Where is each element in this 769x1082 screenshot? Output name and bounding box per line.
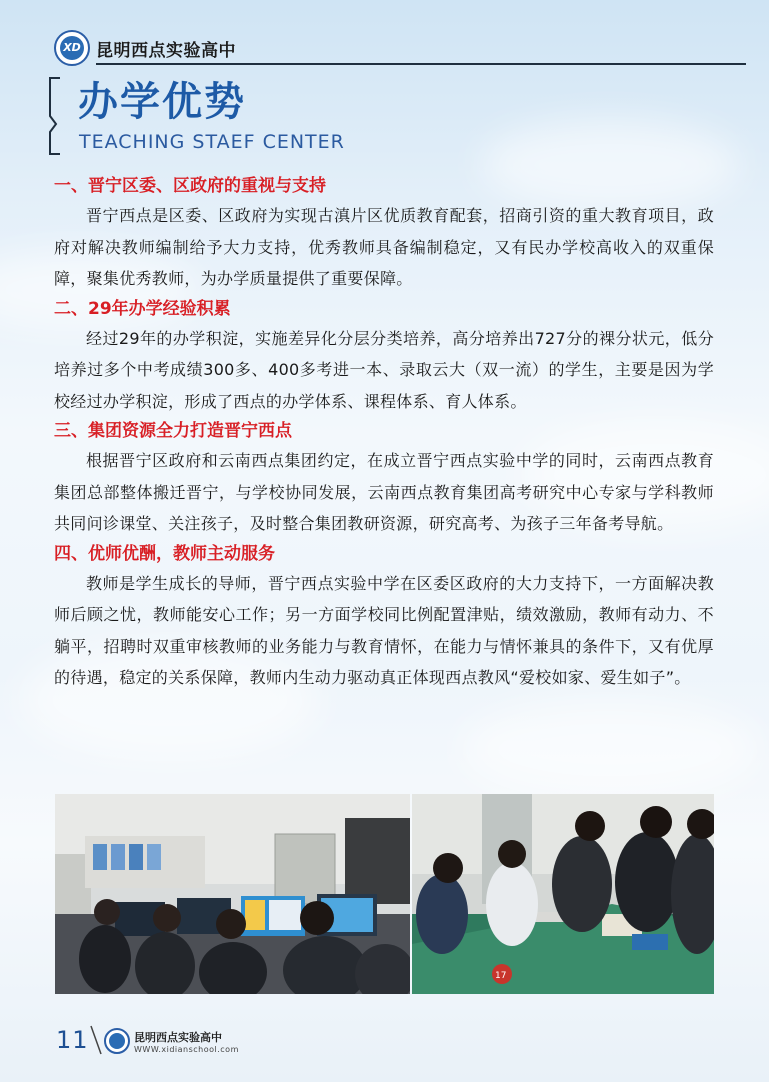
computer-classroom-illustration <box>55 794 410 994</box>
title-bracket-icon <box>46 76 64 156</box>
lab-experiment-illustration <box>412 794 714 994</box>
background-cloud <box>460 700 760 800</box>
section-4 <box>54 540 714 694</box>
page-header <box>0 0 769 70</box>
section-body: 晋宁西点是区委、区政府为实现古滇片区优质教育配套，招商引资的重大教育项目，政府对解决教师编制给予大力支持，优秀教师具备编制稳定，又有民办学校高收入的双重保障，聚集优秀教师，为办学质量提供了重要保障。 <box>54 206 714 288</box>
page-number: 11 <box>56 1026 89 1054</box>
page-subtitle: TEACHING STAEF CENTER <box>79 131 345 153</box>
section-3 <box>54 417 714 540</box>
photo-computer-classroom <box>55 794 410 994</box>
section-body: 教师是学生成长的导师，晋宁西点实验中学在区委区政府的大力支持下，一方面解决教师后顾之忧，教师能安心工作；另一方面学校同比例配置津贴，绩效激励，教师有动力、不躺平，招聘时双重审核教师的业务能力与教育情怀，在能力与情怀兼具的条件下，又有优厚的待遇，稳定的关系保障，教师内生动力驱动真正体现西点教风“爱校如家、爱生如子”。 <box>54 573 714 687</box>
school-logo <box>54 30 90 66</box>
section-heading: 四、优师优酬，教师主动服务 <box>54 543 275 564</box>
header-divider <box>96 63 746 65</box>
section-1 <box>54 172 714 295</box>
section-body: 根据晋宁区政府和云南西点集团约定，在成立晋宁西点实验中学的同时，云南西点教育集团总部整体搬迁晋宁，与学校协同发展，云南西点教育集团高考研究中心专家与学科教师共同问诊课堂、关注孩子，及时整合集团教研资源，研究高考、为孩子三年备考导航。 <box>54 451 714 533</box>
section-body: 经过29年的办学积淀，实施差异化分层分类培养，高分培养出727分的裸分状元，低分培养过多个中考成绩300多、400多考进一本、录取云大（双一流）的学生，主要是因为学校经过办学积淀，形成了西点的办学体系、课程体系、育人体系。 <box>54 328 714 411</box>
footer-url: WWW.xidianschool.com <box>134 1045 239 1054</box>
section-2 <box>54 295 714 418</box>
article-content <box>54 172 714 694</box>
lab-table-number: 17 <box>495 971 507 981</box>
footer-logo-emblem <box>109 1033 125 1049</box>
footer-logo <box>104 1028 130 1054</box>
footer-school-name: 昆明西点实验高中 <box>134 1031 222 1044</box>
logo-lettering: XD <box>63 41 81 54</box>
section-heading: 一、晋宁区委、区政府的重视与支持 <box>54 176 326 196</box>
photo-lab-experiment <box>412 794 714 994</box>
page-title: 办学优势 <box>78 79 246 125</box>
footer-slash-icon <box>89 1022 103 1058</box>
section-heading: 二、29年办学经验积累 <box>54 298 231 319</box>
section-heading: 三、集团资源全力打造晋宁西点 <box>54 421 292 441</box>
header-school-name: 昆明西点实验高中 <box>96 41 236 61</box>
